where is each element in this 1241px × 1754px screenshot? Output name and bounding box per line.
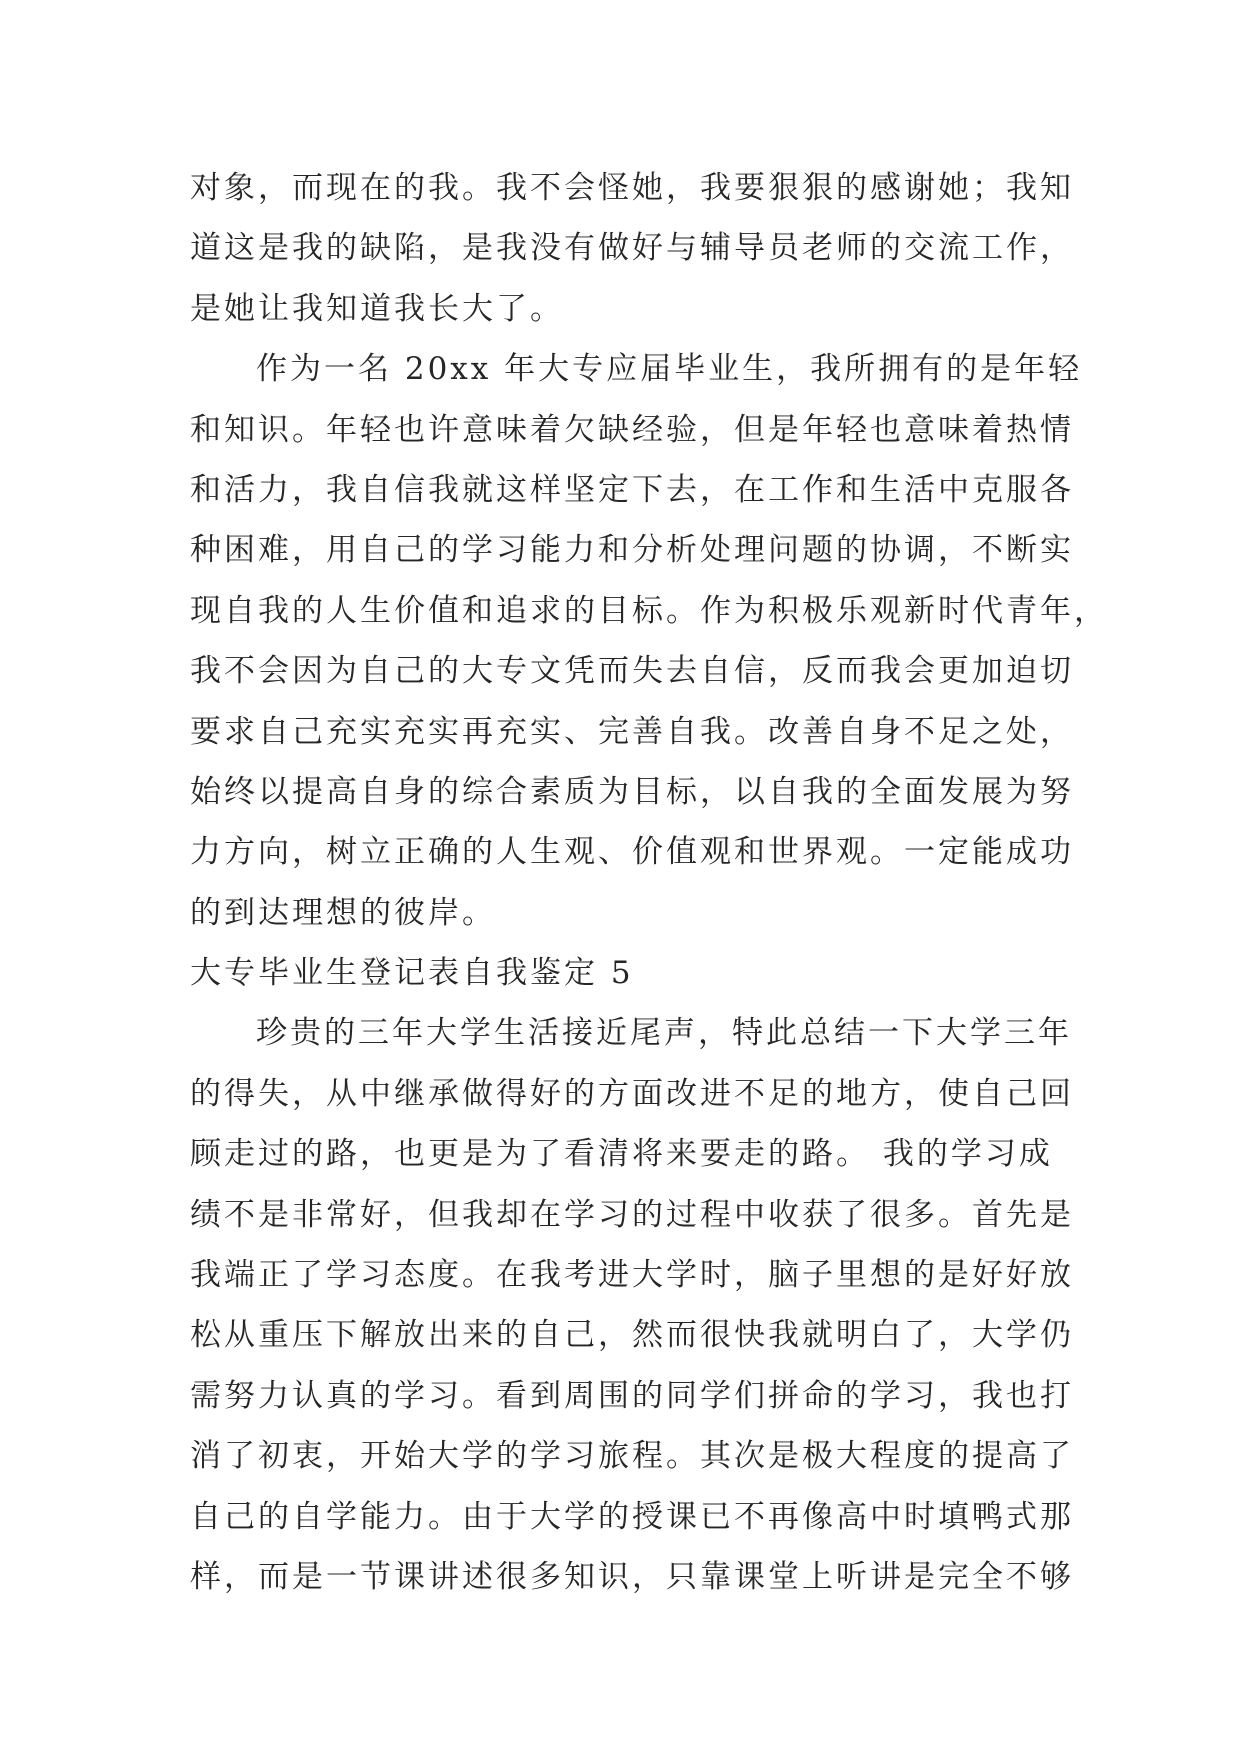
text-line: 松从重压下解放出来的自己，然而很快我就明白了，大学仍 (190, 1317, 1074, 1354)
document-body (190, 158, 1108, 1607)
section-heading: 大专毕业生登记表自我鉴定 5 (190, 955, 634, 992)
paragraph-1 (190, 158, 1074, 339)
text-line: 和知识。年轻也许意味着欠缺经验，但是年轻也意味着热情 (190, 411, 1074, 448)
text-line: 自己的自学能力。由于大学的授课已不再像高中时填鸭式那 (190, 1498, 1074, 1535)
text-line: 需努力认真的学习。看到周围的同学们拼命的学习，我也打 (190, 1377, 1074, 1414)
text-line: 和活力，我自信我就这样坚定下去，在工作和生活中克服各 (190, 471, 1074, 508)
text-line: 现自我的人生价值和追求的目标。作为积极乐观新时代青年， (190, 592, 1108, 629)
text-line: 我不会因为自己的大专文凭而失去自信，反而我会更加迫切 (190, 653, 1074, 690)
text-line: 对象，而现在的我。我不会怪她，我要狠狠的感谢她；我知 (190, 170, 1074, 206)
text-line: 珍贵的三年大学生活接近尾声，特此总结一下大学三年 (256, 1015, 1072, 1052)
text-line: 种困难，用自己的学习能力和分析处理问题的协调，不断实 (190, 532, 1074, 569)
text-line: 的得失，从中继承做得好的方面改进不足的地方，使自己回 (190, 1075, 1074, 1112)
text-line: 是她让我知道我长大了。 (190, 290, 564, 327)
text-line: 顾走过的路，也更是为了看清将来要走的路。 我的学习成 (190, 1136, 1053, 1173)
text-line: 要求自己充实充实再充实、完善自我。改善自身不足之处， (190, 713, 1074, 750)
paragraph-3 (190, 1003, 1074, 1607)
text-line: 绩不是非常好，但我却在学习的过程中收获了很多。首先是 (190, 1196, 1074, 1233)
text-line: 始终以提高自身的综合素质为目标，以自我的全面发展为努 (190, 773, 1074, 810)
paragraph-2 (190, 339, 1108, 943)
text-line: 样，而是一节课讲述很多知识，只靠课堂上听讲是完全不够 (190, 1558, 1074, 1595)
text-line: 道这是我的缺陷，是我没有做好与辅导员老师的交流工作， (190, 230, 1074, 267)
text-line: 消了初衷，开始大学的学习旅程。其次是极大程度的提高了 (190, 1438, 1074, 1475)
text-line: 作为一名 20xx 年大专应届毕业生，我所拥有的是年轻 (256, 351, 1083, 388)
text-line: 我端正了学习态度。在我考进大学时，脑子里想的是好好放 (190, 1257, 1074, 1294)
text-line: 的到达理想的彼岸。 (190, 894, 496, 931)
text-line: 力方向，树立正确的人生观、价值观和世界观。一定能成功 (190, 834, 1074, 871)
